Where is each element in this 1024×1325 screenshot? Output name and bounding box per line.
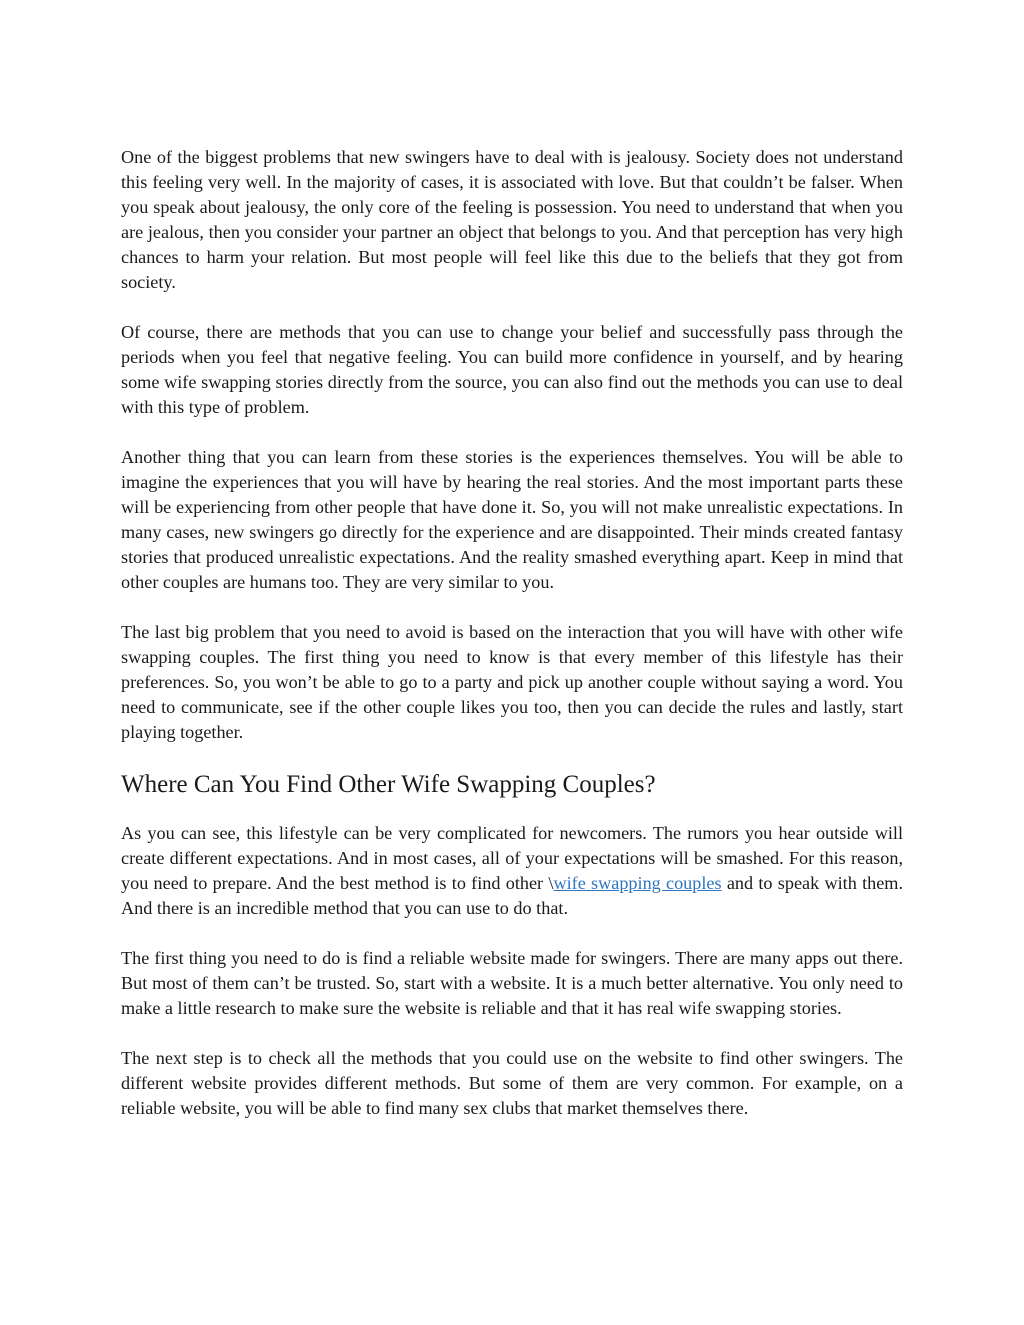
wife-swapping-couples-link[interactable]: wife swapping couples — [553, 873, 722, 893]
paragraph-jealousy: One of the biggest problems that new swingers have to deal with is jealousy. Society does not understand this feeling very well. In the majority of cases, it is associated with love. But that couldn’t be falser. When you speak about jealousy, the only core of the feeling is possession. You need to understand that when you are jealous, then you consider your partner an object that belongs to you. And that perception has very high chances to harm your relation. But most people will feel like this due to the beliefs that they got from society. — [121, 147, 903, 292]
paragraph-interaction: The last big problem that you need to avoid is based on the interaction that you will have with other wife swapping couples. The first thing you need to know is that every member of this lifestyle has their preferences. So, you won’t be able to go to a party and pick up another couple without saying a word. You need to communicate, see if the other couple likes you too, then you can decide the rules and lastly, start playing together. — [121, 622, 903, 742]
paragraph-newcomers — [121, 821, 903, 921]
document-page — [121, 145, 903, 1146]
paragraph-experiences: Another thing that you can learn from these stories is the experiences themselves. You will be able to imagine the experiences that you will have by hearing the real stories. And the most important parts these will be experiencing from other people that have done it. So, you will not make unrealistic expectations. In many cases, new swingers go directly for the experience and are disappointed. Their minds created fantasy stories that produced unrealistic expectations. And the reality smashed everything apart. Keep in mind that other couples are humans too. They are very similar to you. — [121, 447, 903, 592]
section-heading: Where Can You Find Other Wife Swapping Couples? — [121, 771, 656, 798]
paragraph-website: The first thing you need to do is find a reliable website made for swingers. There are many apps out there. But most of them can’t be trusted. So, start with a website. It is a much better alternative. You only need to make a little research to make sure the website is reliable and that it has real wife swapping stories. — [121, 948, 903, 1018]
paragraph-methods: Of course, there are methods that you can use to change your belief and successfully pass through the periods when you feel that negative feeling. You can build more confidence in yourself, and by hearing some wife swapping stories directly from the source, you can also find out the methods you can use to deal with this type of problem. — [121, 322, 903, 417]
paragraph-next-step: The next step is to check all the methods that you could use on the website to find other swingers. The different website provides different methods. But some of them are very common. For example, on a reliable website, you will be able to find many sex clubs that market themselves there. — [121, 1048, 903, 1118]
paragraph-newcomers-text-before: As you can see, this lifestyle can be very complicated for newcomers. The rumors you hear outside will create different expectations. And in most cases, all of your expectations will be smashed. For this reason, you need to prepare. And the best method is to find other \ — [121, 823, 903, 893]
paragraph-newcomers-text-after: and to speak with them. And there is an incredible method that you can use to do that. — [121, 873, 903, 918]
